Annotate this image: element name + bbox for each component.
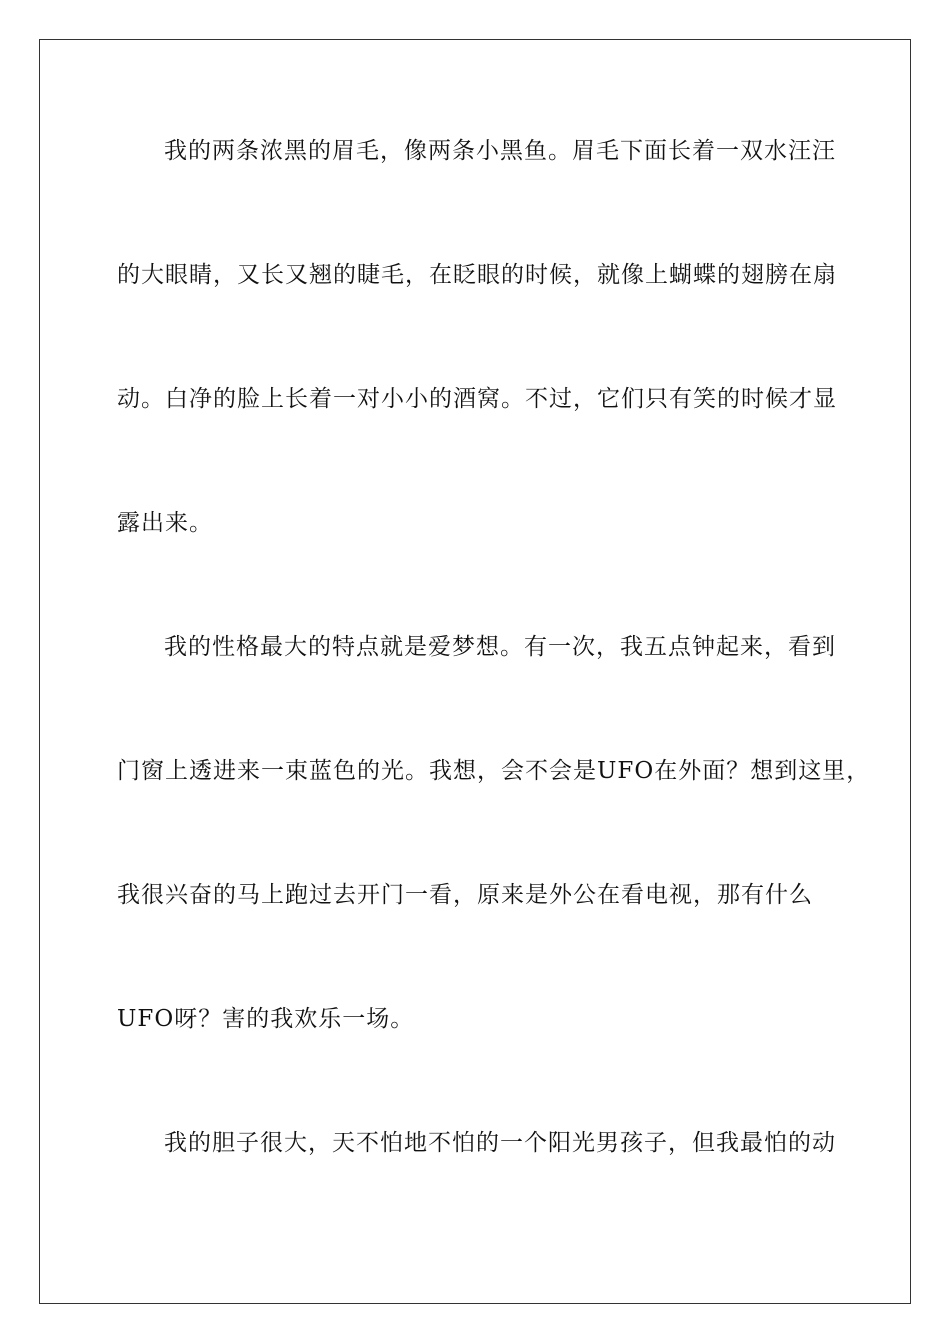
text-line: UFO呀？害的我欢乐一场。 xyxy=(117,1006,415,1032)
text-line: 我的性格最大的特点就是爱梦想。有一次，我五点钟起来，看到 xyxy=(164,634,836,660)
text-line: 我的胆子很大，天不怕地不怕的一个阳光男孩子，但我最怕的动 xyxy=(164,1130,836,1156)
text-line: 的大眼睛，又长又翘的睫毛，在眨眼的时候，就像上蝴蝶的翅膀在扇 xyxy=(117,262,837,288)
text-line: 我的两条浓黑的眉毛，像两条小黑鱼。眉毛下面长着一双水汪汪 xyxy=(164,138,836,164)
text-line: 门窗上透进来一束蓝色的光。我想，会不会是UFO在外面？想到这里， xyxy=(117,758,871,784)
text-line: 露出来。 xyxy=(117,510,213,536)
text-line: 我很兴奋的马上跑过去开门一看，原来是外公在看电视，那有什么 xyxy=(117,882,813,908)
page-border xyxy=(39,39,911,1304)
text-line: 动。白净的脸上长着一对小小的酒窝。不过，它们只有笑的时候才显 xyxy=(117,386,837,412)
